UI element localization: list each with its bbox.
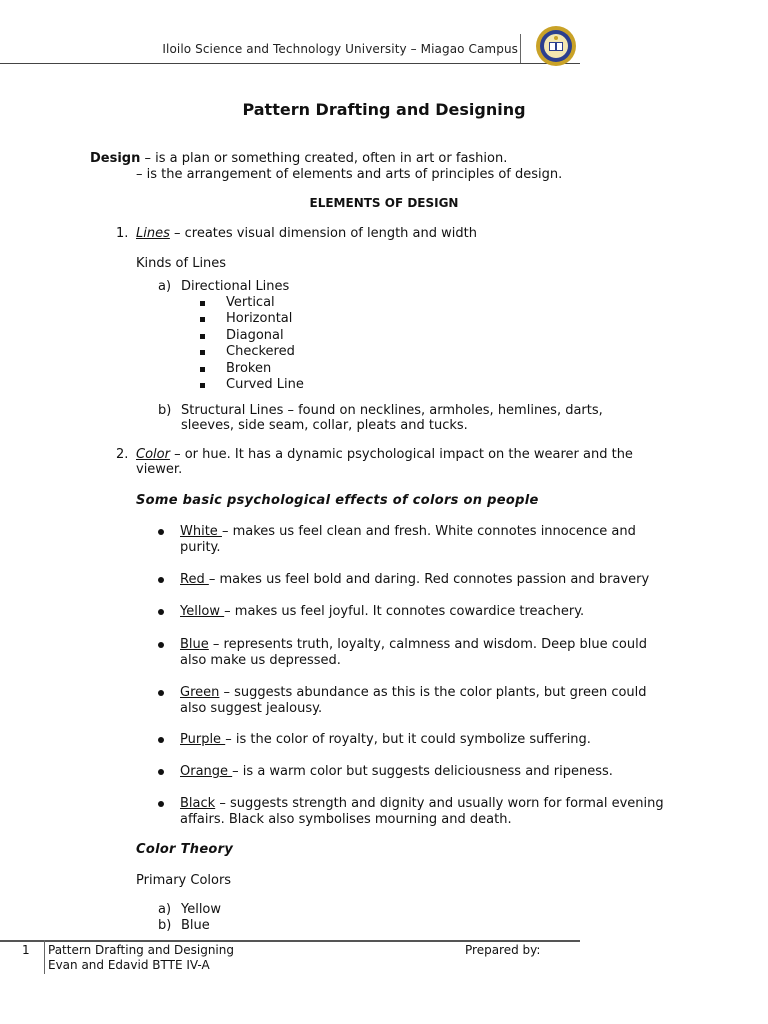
primary-yellow: Yellow (181, 902, 222, 917)
lines-desc: – creates visual dimension of length and width (169, 226, 477, 241)
design-def2: – is the arrangement of elements and arts of principles of design. (136, 167, 563, 182)
page-number: 1 (22, 943, 30, 957)
primary-colors-label: Primary Colors (136, 873, 232, 888)
footer-rule (0, 940, 580, 942)
footer-authors: Evan and Edavid BTTE IV-A (48, 958, 210, 972)
elements-heading: ELEMENTS OF DESIGN (309, 196, 459, 210)
directional-marker: a) (158, 279, 172, 294)
color-line2: viewer. (136, 462, 183, 477)
list-item: Orange – is a warm color but suggests deliciousness and ripeness. (158, 764, 678, 780)
structural-line1: Structural Lines – found on necklines, armholes, hemlines, darts, (181, 403, 603, 418)
list-item: Blue – represents truth, loyalty, calmness and wisdom. Deep blue could also make us depressed. (158, 637, 678, 669)
design-definition (90, 151, 507, 167)
color-term: Color (136, 447, 170, 462)
effects-heading: Some basic psychological effects of colors on people (136, 493, 539, 508)
directional-label: Directional Lines (181, 279, 290, 294)
list-item: Red – makes us feel bold and daring. Red connotes passion and bravery (158, 572, 678, 588)
header-university: Iloilo Science and Technology University – Miagao Campus (162, 42, 518, 56)
primary-marker-a: a) (158, 902, 172, 917)
design-def1: is a plan or something created, often in art or fashion. (151, 151, 508, 166)
lines-item (136, 226, 477, 242)
footer-divider (44, 940, 45, 974)
list-item: White – makes us feel clean and fresh. White connotes innocence and purity. (158, 524, 678, 556)
lines-term: Lines (136, 226, 170, 241)
structural-line2: sleeves, side seam, collar, pleats and tucks. (181, 418, 468, 433)
color-item (136, 447, 633, 463)
lines-number: 1. (116, 226, 129, 241)
header-divider (520, 34, 521, 64)
design-dash: – (140, 151, 152, 166)
design-term: Design (90, 151, 141, 166)
primary-marker-b: b) (158, 918, 172, 933)
list-item: Yellow – makes us feel joyful. It connotes cowardice treachery. (158, 604, 678, 620)
list-item: Purple – is the color of royalty, but it could symbolize suffering. (158, 732, 678, 748)
kinds-of-lines: Kinds of Lines (136, 256, 227, 271)
color-number: 2. (116, 447, 129, 462)
page-header (0, 34, 580, 64)
page-footer (0, 940, 580, 974)
color-line1: – or hue. It has a dynamic psychological impact on the wearer and the (169, 447, 633, 462)
document-title: Pattern Drafting and Designing (242, 100, 526, 119)
list-item: Green – suggests abundance as this is the color plants, but green could also suggest jealousy. (158, 685, 678, 717)
footer-course: Pattern Drafting and Designing (48, 943, 234, 957)
university-seal-icon (535, 25, 577, 67)
primary-blue: Blue (181, 918, 210, 933)
list-item: Black – suggests strength and dignity and usually worn for formal evening affairs. Black also symbolises mourning and death. (158, 796, 678, 828)
color-theory-heading: Color Theory (136, 842, 234, 857)
header-rule (0, 63, 580, 64)
footer-prepared-by: Prepared by: (465, 943, 541, 957)
structural-marker: b) (158, 403, 172, 418)
